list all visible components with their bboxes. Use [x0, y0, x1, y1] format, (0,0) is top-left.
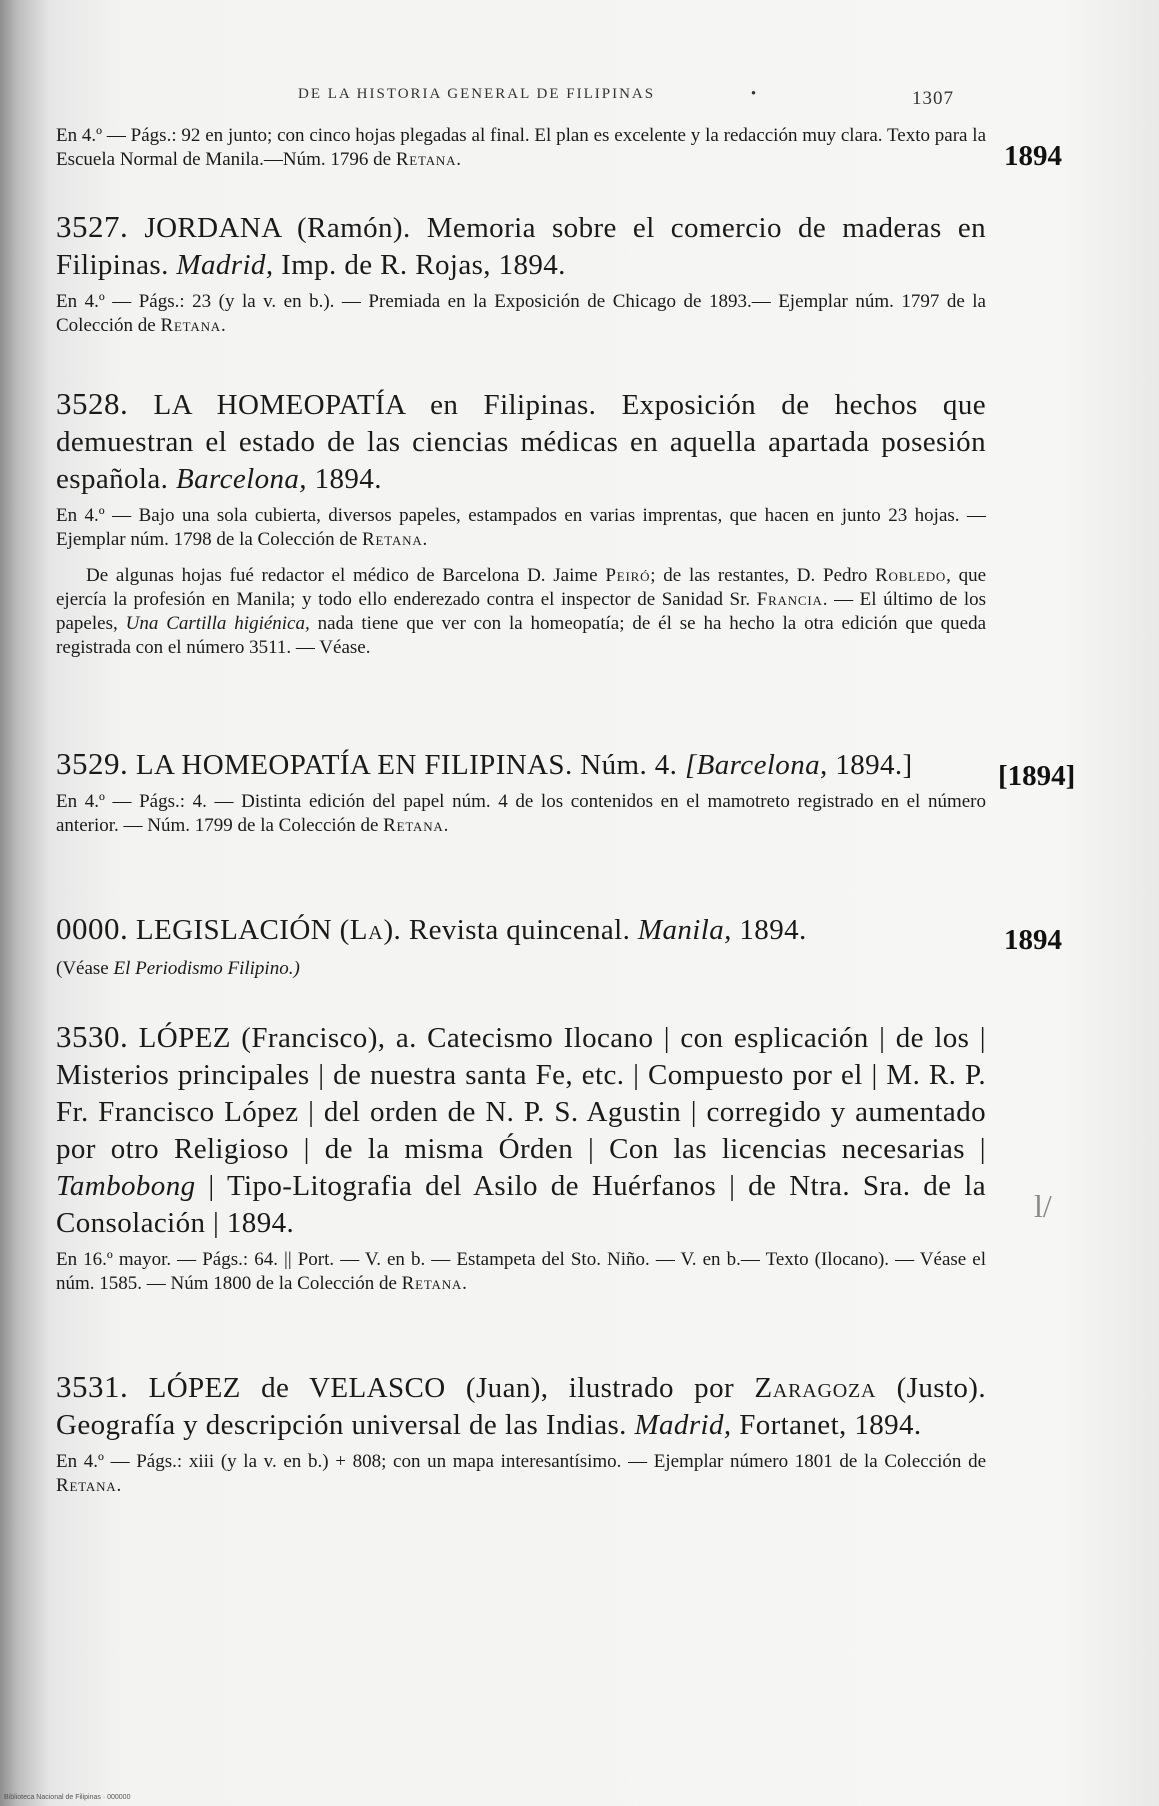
entry-heading: 3529. LA HOMEOPATÍA EN FILIPINAS. Núm. 4. [Barcelona, 1894.]: [56, 746, 913, 781]
entry-heading: 3531. LÓPEZ de VELASCO (Juan), ilustrado por Zaragoza (Justo). Geografía y descripción universal de las Indias. Madrid, Fortanet, 1894.: [56, 1369, 986, 1441]
entry-description: En 4.º — Págs.: xiii (y la v. en b.) + 808; con un mapa interesantísimo. — Ejemplar número 1801 de la Colección de Retana.: [56, 1451, 986, 1496]
entry-description: En 4.º — Págs.: 23 (y la v. en b.). — Premiada en la Exposición de Chicago de 1893.— Ejemplar núm. 1797 de la Colección de Retana.: [56, 291, 986, 336]
year-marker: [1894]: [998, 760, 1076, 792]
entry-number: 3530.: [56, 1019, 129, 1054]
entry-heading: 0000. LEGISLACIÓN (La). Revista quincenal. Manila, 1894.: [56, 911, 807, 946]
entry-description: En 4.º — Págs.: 92 en junto; con cinco hojas plegadas al final. El plan es excelente y la redacción muy clara. Texto para la Escuela Normal de Manila.—Núm. 1796 de Retana.: [56, 125, 986, 170]
entry-heading: 3528. LA HOMEOPATÍA en Filipinas. Exposición de hechos que demuestran el estado de las ciencias médicas en aquella apartada posesión española. Barcelona, 1894.: [56, 386, 986, 495]
entry-3530: [56, 1018, 986, 1296]
entry-description: En 4.º — Págs.: 4. — Distinta edición del papel núm. 4 de los contenidos en el mamotreto registrado en el número anterior. — Núm. 1799 de la Colección de Retana.: [56, 791, 986, 836]
margin-mark: l/: [1034, 1188, 1052, 1224]
entry-3527: [56, 208, 986, 338]
entry-number: 0000.: [56, 911, 129, 946]
running-header: [298, 86, 1078, 109]
entry-number: 3531.: [56, 1369, 129, 1404]
entry-note: De algunas hojas fué redactor el médico de Barcelona D. Jaime Peiró; de las restantes, D. Pedro Robledo, que ejercía la profesión en Manila; y todo ello enderezado contra el inspector de Sanidad Sr. Francia. — El último de los papeles, Una Cartilla higiénica, nada tiene que ver con la homeopatía; de él se ha hecho la otra edición que queda registrada con el número 3511. — Véase.: [56, 565, 987, 658]
header-dot: •: [750, 86, 759, 102]
year-marker: 1894: [1004, 140, 1062, 172]
entry-number: 3528.: [56, 386, 129, 421]
entry-description: En 4.º — Bajo una sola cubierta, diversos papeles, estampados en varias imprentas, que hacen en junto 23 hojas. — Ejemplar núm. 1798 de la Colección de Retana.: [56, 505, 986, 550]
entry-description: En 16.º mayor. — Págs.: 64. || Port. — V. en b. — Estampeta del Sto. Niño. — V. en b.— Texto (Ilocano). — Véase el núm. 1585. — Núm 1800 de la Colección de Retana.: [56, 1249, 986, 1294]
entry-3531: [56, 1368, 986, 1498]
entry-3529: [56, 745, 986, 838]
entry-number: 3529.: [56, 746, 129, 781]
entry-continuation: [56, 124, 986, 172]
scan-footer: Biblioteca Nacional de Filipinas · 000000: [4, 1794, 131, 1801]
entry-0000: [56, 910, 986, 981]
entry-heading: 3530. LÓPEZ (Francisco), a. Catecismo Ilocano | con esplicación | de los | Misterios principales | de nuestra santa Fe, etc. | Compuesto por el | M. R. P. Fr. Francisco López | del orden de N. P. S. Agustin | corregido y aumentado por otro Religioso | de la misma Órden | Con las licencias necesarias | Tambobong | Tipo-Litografia del Asilo de Huérfanos | de Ntra. Sra. de la Consolación | 1894.: [56, 1019, 986, 1239]
entry-reference: (Véase El Periodismo Filipino.): [56, 958, 300, 979]
running-title: DE LA HISTORIA GENERAL DE FILIPINAS: [298, 86, 656, 102]
year-marker: 1894: [1004, 924, 1062, 956]
entry-heading: 3527. JORDANA (Ramón). Memoria sobre el comercio de maderas en Filipinas. Madrid, Imp. de R. Rojas, 1894.: [56, 209, 987, 281]
page-number: 1307: [912, 88, 954, 109]
entry-number: 3527.: [56, 209, 129, 244]
entry-3528: [56, 385, 986, 660]
